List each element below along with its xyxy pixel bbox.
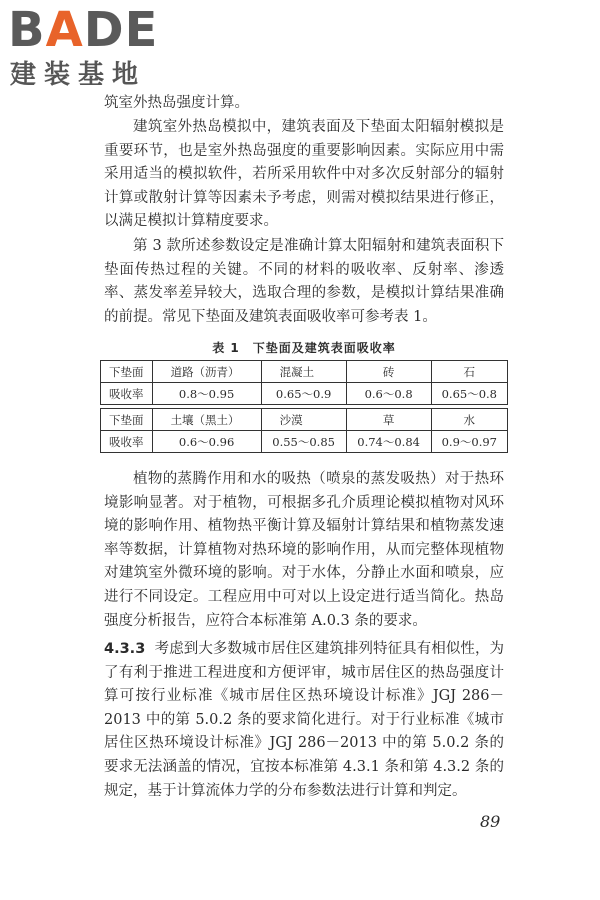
table-row <box>101 361 508 383</box>
surface-cell: 石 <box>431 361 507 383</box>
row-label-surface: 下垫面 <box>101 409 153 431</box>
surface-cell: 道路（沥青） <box>152 361 261 383</box>
bade-logo <box>8 4 178 96</box>
logo-wordmark: BADE <box>8 2 159 58</box>
value-cell: 0.65～0.8 <box>431 383 507 405</box>
table-caption: 表 1 下垫面及建筑表面吸收率 <box>212 341 396 355</box>
surface-cell: 砖 <box>346 361 431 383</box>
surface-cell: 水 <box>431 409 507 431</box>
logo-subtitle: 建装基地 <box>10 60 147 90</box>
value-cell: 0.6～0.8 <box>346 383 431 405</box>
table-row <box>101 409 508 431</box>
surface-cell: 草 <box>346 409 431 431</box>
value-cell: 0.65～0.9 <box>261 383 346 405</box>
row-label-surface: 下垫面 <box>101 361 153 383</box>
paragraph-solar-radiation: 建筑室外热岛模拟中，建筑表面及下垫面太阳辐射模拟是重要环节，也是室外热岛强度的重要影响因素。实际应用中需采用适当的模拟软件，若所采用软件中对多次反射部分的辐射计算或散射计算等因素未予考虑，则需对模拟结果进行修正，以满足模拟计算精度要求。 <box>104 119 504 230</box>
section-text: 考虑到大多数城市居住区建筑排列特征具有相似性，为了有利于推进工程进度和方便评审，城市居住区的热岛强度计算可按行业标准《城市居住区热环境设计标准》JGJ 286－2013 中的第 5.0.2 条的要求简化进行。对于行业标准《城市居住区热环境设计标准》JGJ 286－2013 中的第 5.0.2 条的要求无法涵盖的情况，宜按本标准第 4.3.1 条和第 4.3.2 条的规定，基于计算流体力学的分布参数法进行计算和判定。 <box>104 641 505 799</box>
paragraph-continuation: 筑室外热岛强度计算。 <box>104 95 249 111</box>
row-label-absorb: 吸收率 <box>101 431 153 453</box>
value-cell: 0.9～0.97 <box>431 431 507 453</box>
surface-cell: 混凝土 <box>261 361 346 383</box>
value-cell: 0.74～0.84 <box>346 431 431 453</box>
table-row <box>101 431 508 453</box>
value-cell: 0.8～0.95 <box>152 383 261 405</box>
surface-cell: 沙漠 <box>261 409 346 431</box>
row-label-absorb: 吸收率 <box>101 383 153 405</box>
absorptivity-table <box>100 360 508 453</box>
section-number: 4.3.3 <box>104 641 146 657</box>
page-number: 89 <box>480 812 501 831</box>
paragraph-parameter-setting: 第 3 款所述参数设定是准确计算太阳辐射和建筑表面积下垫面传热过程的关键。不同的材料的吸收率、反射率、渗透率、蒸发率差异较大，选取合理的参数，是模拟计算结果准确的前提。常见下垫面及建筑表面吸收率可参考表 1。 <box>104 238 504 325</box>
surface-cell: 土壤（黑土） <box>152 409 261 431</box>
value-cell: 0.55～0.85 <box>261 431 346 453</box>
table-row <box>101 383 508 405</box>
paragraph-vegetation-water: 植物的蒸腾作用和水的吸热（喷泉的蒸发吸热）对于热环境影响显著。对于植物，可根据多孔介质理论模拟植物对风环境的影响作用、植物热平衡计算及辐射计算结果和植物蒸发速率等数据，计算植物对热环境的影响作用，从而完整体现植物对建筑室外微环境的影响。对于水体，分静止水面和喷泉，应进行不同设定。工程应用中可对以上设定进行适当简化。热岛强度分析报告，应符合本标准第 A.0.3 条的要求。 <box>104 471 504 629</box>
value-cell: 0.6～0.96 <box>152 431 261 453</box>
section-4-3-3 <box>104 638 504 803</box>
logo-accent-letter: A <box>45 2 84 58</box>
